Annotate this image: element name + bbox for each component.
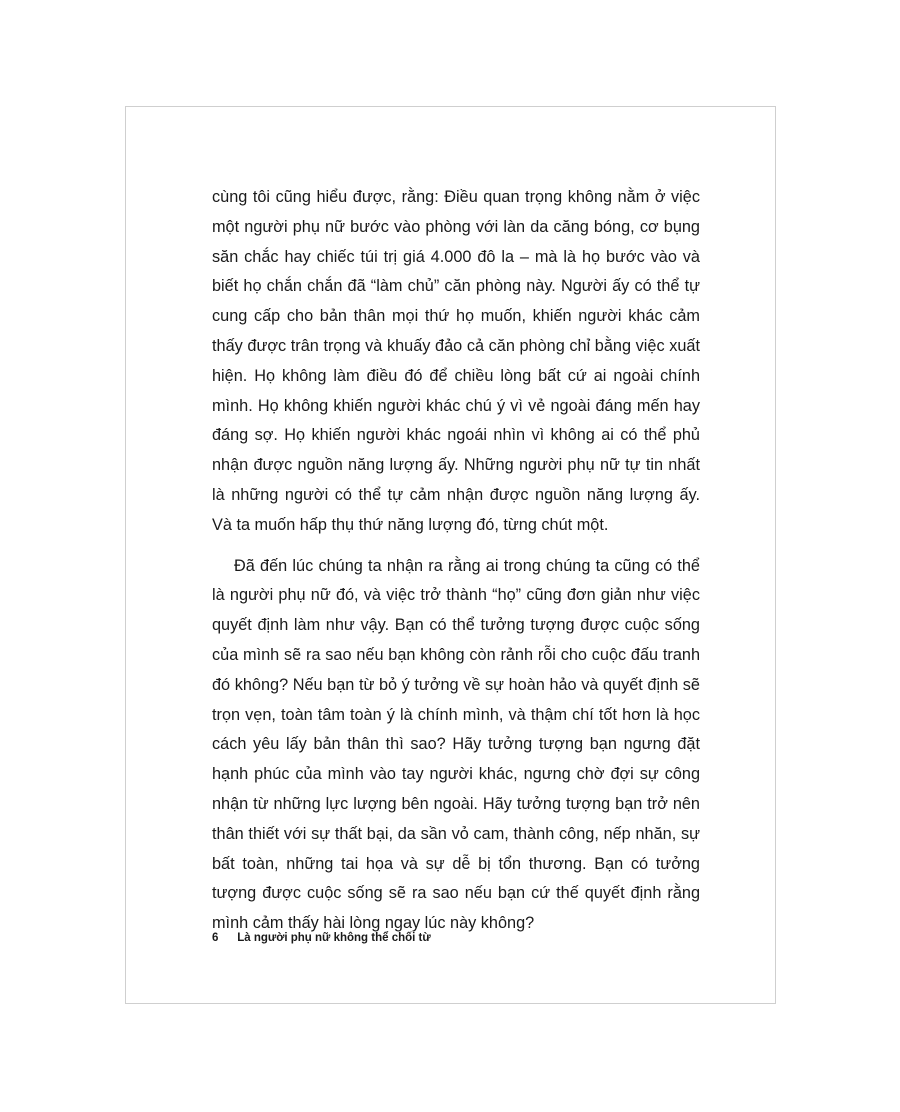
paragraph-1: cùng tôi cũng hiểu được, rằng: Điều quan trọng không nằm ở việc một người phụ nữ bước vào phòng với làn da căng bóng, cơ bụng săn chắc hay chiếc túi trị giá 4.000 đô la – mà là họ bước vào và biết họ chắn chắn đã “làm chủ” căn phòng này. Người ấy có thể tự cung cấp cho bản thân mọi thứ họ muốn, khiến người khác cảm thấy được trân trọng và khuấy đảo cả căn phòng chỉ bằng việc xuất hiện. Họ không làm điều đó để chiều lòng bất cứ ai ngoài chính mình. Họ không khiến người khác chú ý vì vẻ ngoài đáng mến hay đáng sợ. Họ khiến người khác ngoái nhìn vì không ai có thể phủ nhận được nguồn năng lượng ấy. Những người phụ nữ tự tin nhất là những người có thể tự cảm nhận được nguồn năng lượng ấy. Và ta muốn hấp thụ thứ năng lượng đó, từng chút một. — [212, 188, 700, 534]
page-number: 6 — [212, 932, 219, 944]
paragraph-2: Đã đến lúc chúng ta nhận ra rằng ai trong chúng ta cũng có thể là người phụ nữ đó, và việc trở thành “họ” cũng đơn giản như việc quyết định làm như vậy. Bạn có thể tưởng tượng được cuộc sống của mình sẽ ra sao nếu bạn không còn rảnh rỗi cho cuộc đấu tranh đó không? Nếu bạn từ bỏ ý tưởng về sự hoàn hảo và quyết định sẽ trọn vẹn, toàn tâm toàn ý là chính mình, và thậm chí tốt hơn là học cách yêu lấy bản thân thì sao? Hãy tưởng tượng bạn ngưng đặt hạnh phúc của mình vào tay người khác, ngưng chờ đợi sự công nhận từ những lực lượng bên ngoài. Hãy tưởng tượng bạn trở nên thân thiết với sự thất bại, da sần vỏ cam, thành công, nếp nhăn, sự bất toàn, những tai họa và sự dễ bị tổn thương. Bạn có tưởng tượng được cuộc sống sẽ ra sao nếu bạn cứ thế quyết định rằng mình cảm thấy hài lòng ngay lúc này không? — [212, 556, 700, 933]
page-footer — [212, 932, 431, 944]
body-text — [212, 183, 700, 939]
running-title: Là người phụ nữ không thể chối từ — [237, 932, 431, 944]
